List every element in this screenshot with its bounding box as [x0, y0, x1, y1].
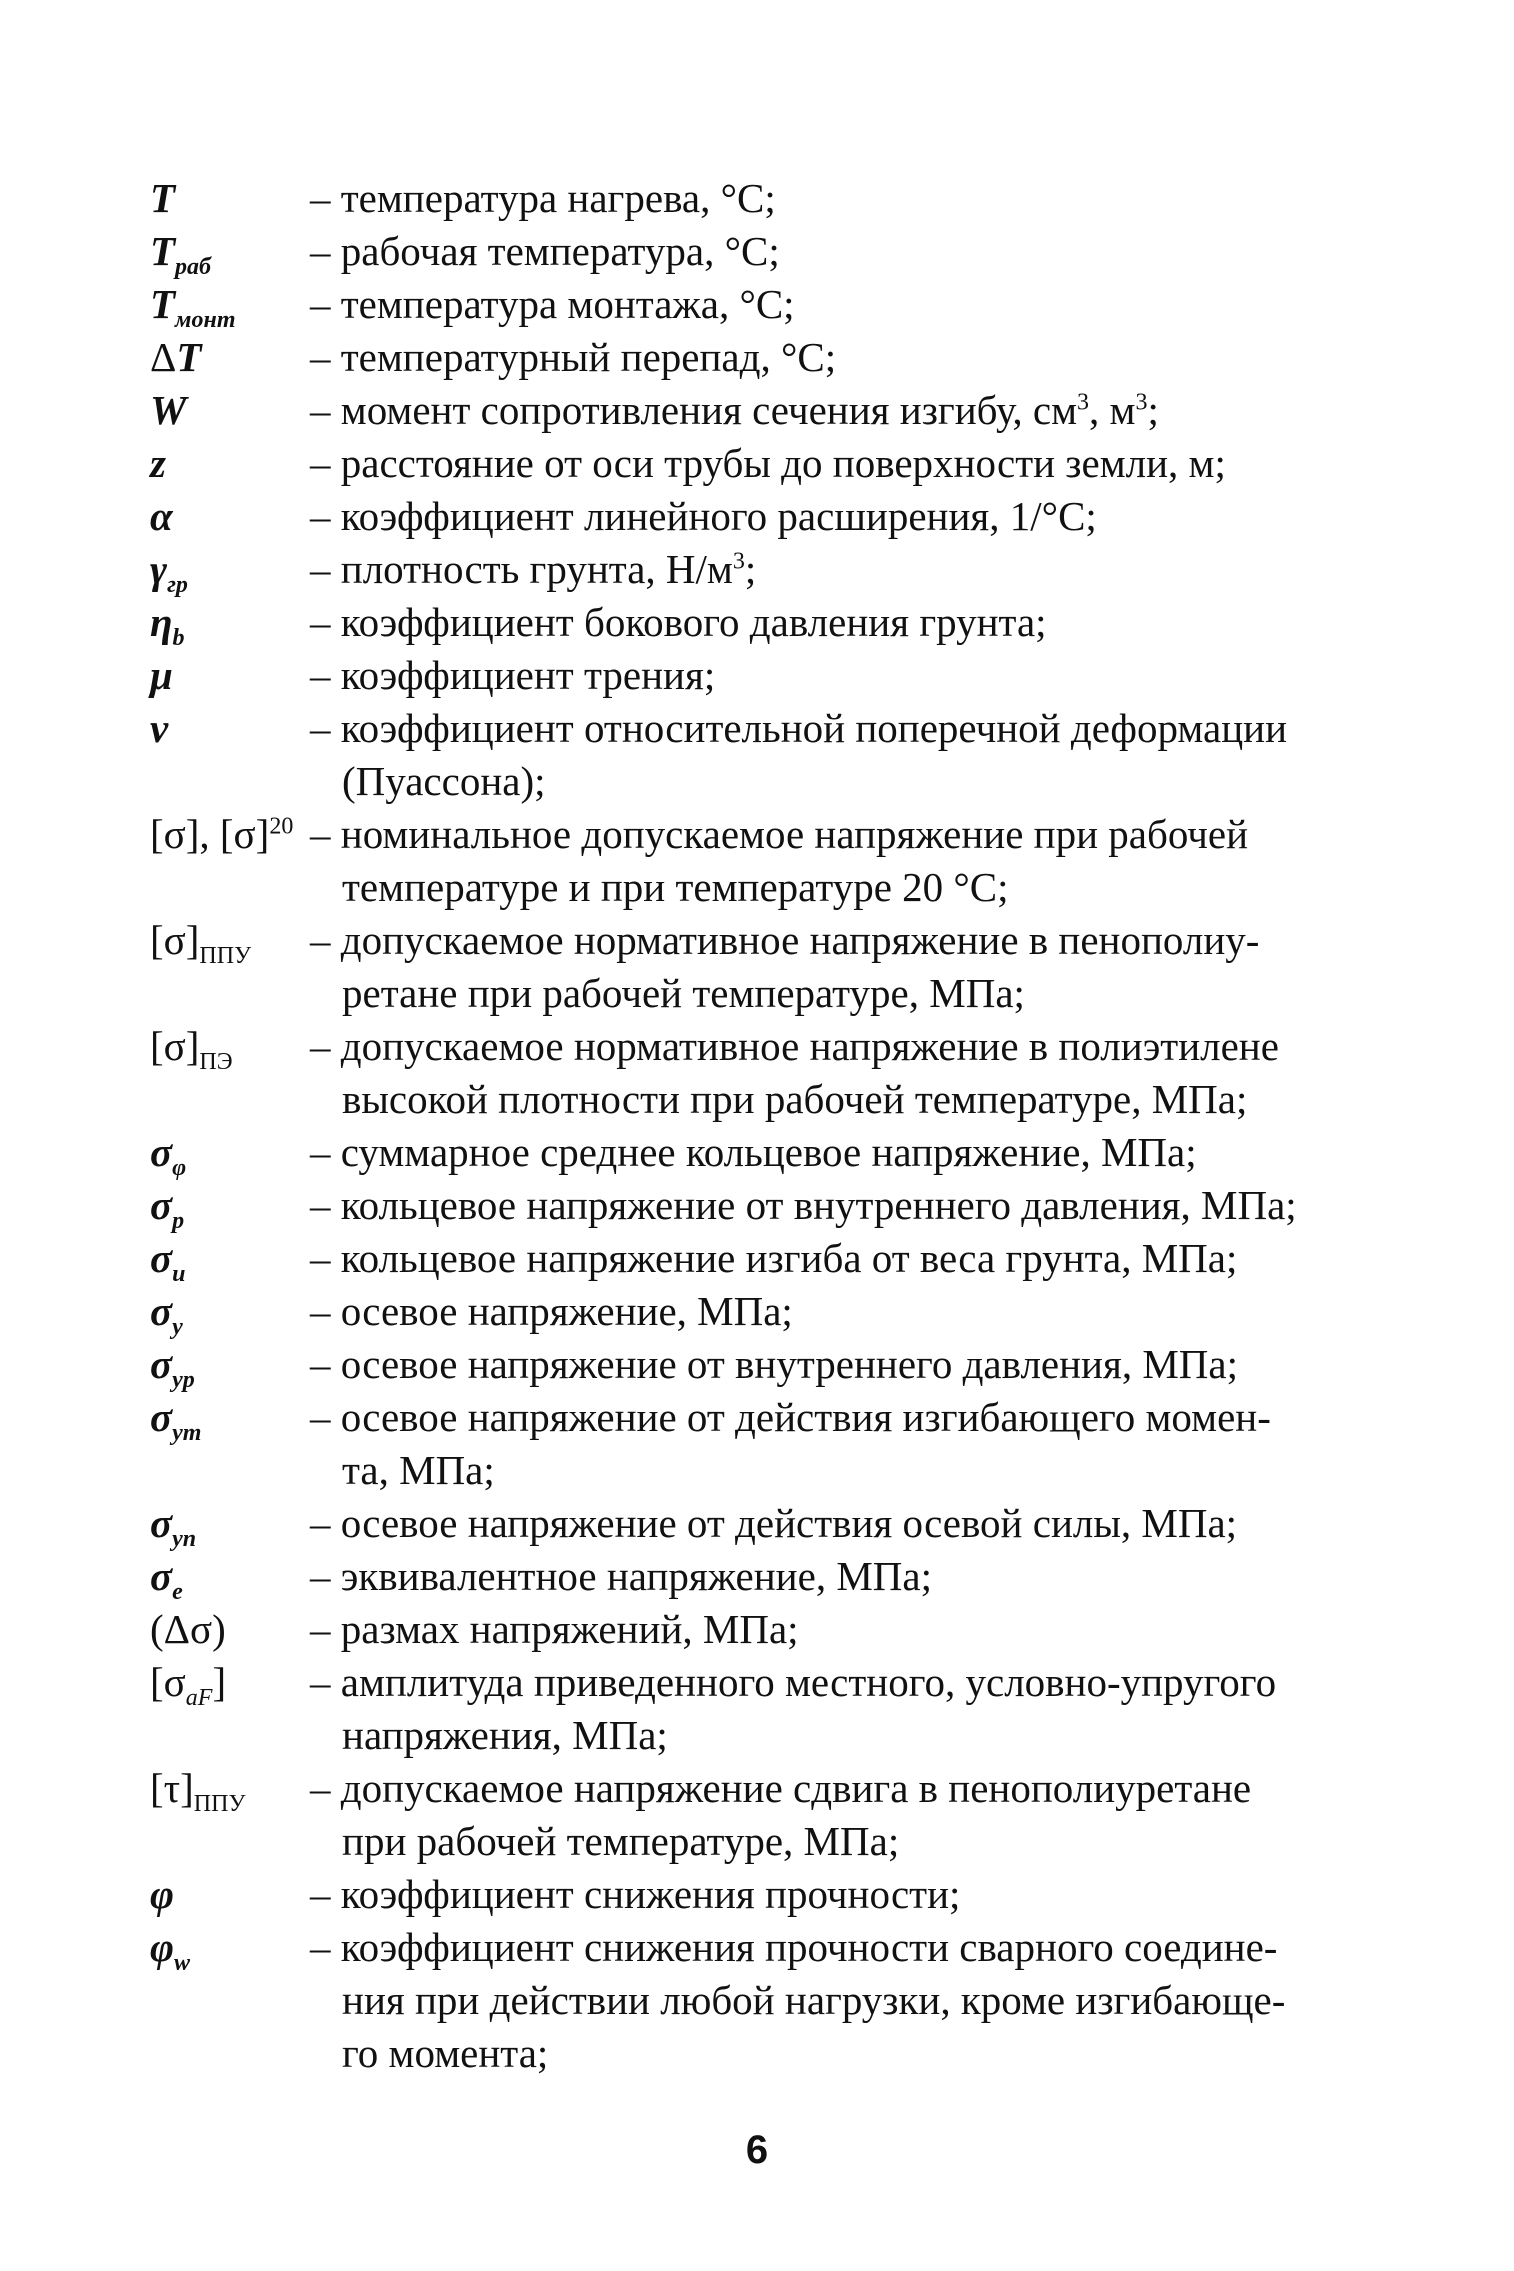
symbol-definition: – коэффициент снижения прочности сварного соедине- ния при действии любой нагрузки, кроме изгибающе- го момента; — [310, 1924, 1286, 2076]
symbol-entry — [150, 490, 1350, 543]
symbol-definition: – температура монтажа, °С; — [310, 281, 795, 327]
symbol-entry — [150, 1868, 1350, 1921]
symbol: ΔT — [150, 334, 202, 380]
symbol-entry — [150, 225, 1350, 281]
symbol-definition: – температура нагрева, °С; — [310, 175, 776, 221]
symbol-entry — [150, 702, 1350, 808]
symbol: [σ], $[\sigma]^{20}$ — [150, 811, 294, 857]
symbol: $\sigma_{ym}$ — [150, 1394, 202, 1447]
symbol: $\varphi_w$ — [150, 1924, 190, 1977]
symbol-entry — [150, 1126, 1350, 1182]
symbol-definition: – расстояние от оси трубы до поверхности земли, м; — [310, 440, 1226, 486]
symbol-definition: – допускаемое нормативное напряжение в пенополиу- ретане при рабочей температуре, МПа; — [310, 917, 1260, 1016]
symbol: $T_{монт}$ — [150, 281, 236, 334]
symbol: $T_{раб}$ — [150, 228, 212, 281]
symbol-entry — [150, 1550, 1350, 1606]
symbol-entry — [150, 808, 1350, 914]
symbol-definition: – кольцевое напряжение изгиба от веса грунта, МПа; — [310, 1235, 1238, 1281]
page-number: 6 — [745, 2128, 769, 2172]
symbol-entry — [150, 278, 1350, 334]
symbol-definition: – эквивалентное напряжение, МПа; — [310, 1553, 932, 1599]
symbol: $[\sigma]_{ППУ}$ — [150, 917, 252, 970]
symbol-entry — [150, 437, 1350, 490]
symbol-entry — [150, 1391, 1350, 1497]
symbol: z — [150, 440, 166, 486]
symbol-entry — [150, 914, 1350, 1020]
symbol-definition: – номинальное допускаемое напряжение при рабочей температуре и при температуре 20 °С; — [310, 811, 1249, 910]
symbol-definition: – коэффициент относительной поперечной деформации (Пуассона); — [310, 705, 1288, 804]
symbol: (Δσ) — [150, 1606, 226, 1652]
symbol-definition: – коэффициент трения; — [310, 652, 716, 698]
symbol-definition: – осевое напряжение от действия изгибающего момен- та, МПа; — [310, 1394, 1271, 1493]
symbol-entry — [150, 1232, 1350, 1288]
symbol-definition: – размах напряжений, МПа; — [310, 1606, 799, 1652]
symbol: φ — [150, 1871, 174, 1917]
symbol: $[\sigma_{aF}]$ — [150, 1659, 227, 1712]
symbol-definition: – осевое напряжение от действия осевой силы, МПа; — [310, 1500, 1238, 1546]
symbol-definition: – рабочая температура, °С; — [310, 228, 780, 274]
symbol-definition: – коэффициент линейного расширения, 1/°С; — [310, 493, 1097, 539]
symbol-definition: – кольцевое напряжение от внутреннего давления, МПа; — [310, 1182, 1297, 1228]
symbol-entry — [150, 1285, 1350, 1341]
symbol-entry — [150, 1921, 1350, 2080]
symbol-definition: – осевое напряжение от внутреннего давления, МПа; — [310, 1341, 1239, 1387]
symbol-entry — [150, 384, 1350, 437]
symbol-definition: – коэффициент снижения прочности; — [310, 1871, 961, 1917]
symbol: $\sigma_e$ — [150, 1553, 183, 1606]
symbol: $\gamma_{гр}$ — [150, 546, 188, 599]
symbol-definition: – коэффициент бокового давления грунта; — [310, 599, 1047, 645]
symbol-entry — [150, 1179, 1350, 1235]
symbol-entry — [150, 1603, 1350, 1656]
symbol-definition: – допускаемое нормативное напряжение в полиэтилене высокой плотности при рабочей температуре, МПа; — [310, 1023, 1279, 1122]
symbol-definition: – допускаемое напряжение сдвига в пенополиуретане при рабочей температуре, МПа; — [310, 1765, 1252, 1864]
symbol-entry — [150, 649, 1350, 702]
symbol-definition: – суммарное среднее кольцевое напряжение, МПа; — [310, 1129, 1197, 1175]
symbol: $\sigma_y$ — [150, 1288, 183, 1341]
symbol-definition: – температурный перепад, °С; — [310, 334, 837, 380]
symbol-entry — [150, 1497, 1350, 1553]
symbol: $[\sigma]_{ПЭ}$ — [150, 1023, 233, 1076]
symbol-entry — [150, 596, 1350, 652]
symbol: α — [150, 493, 173, 539]
symbol-definition: – момент сопротивления сечения изгибу, $см^3$, $м^3$; — [310, 387, 1159, 433]
symbol: ν — [150, 705, 169, 751]
symbol: W — [150, 387, 187, 433]
symbol: μ — [150, 652, 173, 698]
symbol-list — [150, 172, 1350, 2080]
symbol: $\sigma_p$ — [150, 1182, 185, 1235]
symbol: $\sigma_{yp}$ — [150, 1341, 195, 1394]
symbol-entry — [150, 172, 1350, 225]
symbol-definition: – амплитуда приведенного местного, условно-упругого напряжения, МПа; — [310, 1659, 1277, 1758]
symbol: $\sigma_и$ — [150, 1235, 186, 1288]
symbol-entry — [150, 331, 1350, 384]
symbol-definition: – осевое напряжение, МПа; — [310, 1288, 793, 1334]
symbol-entry — [150, 1656, 1350, 1762]
symbol: $\sigma_\varphi$ — [150, 1129, 187, 1182]
symbol: $\eta_b$ — [150, 599, 185, 652]
symbol-entry — [150, 1338, 1350, 1394]
symbol-definition: – плотность грунта, $Н/м^3$; — [310, 546, 757, 592]
symbol: T — [150, 175, 176, 221]
symbol-entry — [150, 1762, 1350, 1868]
symbol-entry — [150, 543, 1350, 599]
symbol-entry — [150, 1020, 1350, 1126]
symbol: $[\tau]_{ППУ}$ — [150, 1765, 246, 1818]
symbol: $\sigma_{yn}$ — [150, 1500, 197, 1553]
